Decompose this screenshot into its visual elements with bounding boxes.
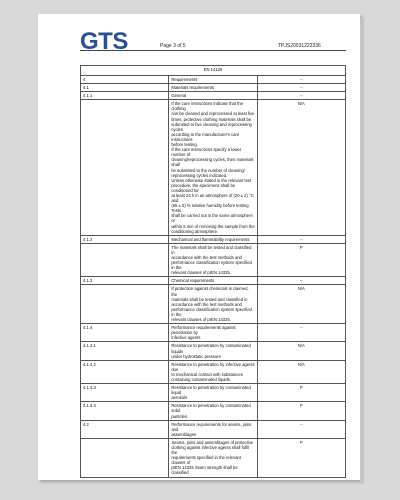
- requirement-cell: Materials requirements: [169, 84, 257, 92]
- verdict-cell: P: [257, 384, 345, 402]
- requirement-cell: General: [169, 92, 257, 100]
- verdict-cell: --: [257, 76, 345, 84]
- table-row: [81, 76, 346, 84]
- clause-cell: 4.2: [81, 420, 169, 438]
- verdict-cell: N/A: [257, 100, 345, 235]
- clause-cell: 4: [81, 76, 169, 84]
- gts-logo: GTS: [80, 28, 128, 55]
- table-row: [81, 100, 346, 235]
- verdict-cell: P: [257, 402, 345, 420]
- table-row: [81, 84, 346, 92]
- table-row: [81, 92, 346, 100]
- standard-title: EN 14126: [81, 66, 346, 76]
- requirement-cell: Resistance to penetration by contaminated liquids under hydrostatic pressure: [169, 342, 257, 360]
- clause-cell: 4.1.4.1: [81, 342, 169, 360]
- requirement-cell: Performance requirements against penetration by infective agents: [169, 324, 257, 342]
- clause-cell: 4.1.4.2: [81, 360, 169, 383]
- page-shadow: [360, 18, 364, 484]
- verdict-cell: P: [257, 438, 345, 477]
- table-row: [81, 324, 346, 342]
- clause-cell: 4.1.4.4: [81, 402, 169, 420]
- requirement-cell: Requirements: [169, 76, 257, 84]
- table-row: [81, 384, 346, 402]
- requirement-cell: Performance requirements for seams, joins and assemblages: [169, 420, 257, 438]
- verdict-cell: --: [257, 420, 345, 438]
- requirement-cell: Resistance to penetration by infective agents due to mechanical contact with substances containing contaminated liquids.: [169, 360, 257, 383]
- requirements-table: [80, 65, 346, 478]
- verdict-cell: N/A: [257, 342, 345, 360]
- requirement-cell: If the care instructions indicate that the clothing can be cleaned and reprocessed at least five times, protective clothing materials shall be submitted to five cleaning and reprocessing cycles according to the manufacturer's care instructions before testing. If the care instructions specify a lower number of cleaning/reprocessing cycles, then materials shall be submitted to the number of cleaning/ reprocessing cycles indicated. Unless otherwise stated in the relevant test procedure, the specimens shall be conditioned for at least 24 h in an atmosphere of (20 ± 2) °C and (65 ± 5) % relative humidity before testing. Tests shall be carried out in the same atmosphere or within 5 min of removing the sample from the conditioning atmosphere.: [169, 100, 257, 235]
- clause-cell: [81, 100, 169, 235]
- requirement-cell: The materials shall be tested and classified in accordance with the test methods and performance classification system specified in the relevant clauses of prEN 14325.: [169, 243, 257, 277]
- clause-cell: 4.1.4: [81, 324, 169, 342]
- clause-cell: [81, 285, 169, 324]
- document-page: [38, 14, 360, 480]
- table-row: [81, 360, 346, 383]
- requirement-cell: Resistance to penetration by contaminated solid particles.: [169, 402, 257, 420]
- header-divider: [80, 50, 346, 51]
- clause-cell: 4.1: [81, 84, 169, 92]
- requirement-cell: Seams, joins and assemblages of protective clothing against infective agents shall fulfil the requirements specified in the relevant clauses of prEN 14325 Seam strength shall be classified: [169, 438, 257, 477]
- clause-cell: 4.1.1: [81, 92, 169, 100]
- clause-cell: 4.1.2: [81, 235, 169, 243]
- verdict-cell: --: [257, 235, 345, 243]
- requirement-cell: Resistance to penetration by contaminated liquid aerosols: [169, 384, 257, 402]
- table-row: [81, 342, 346, 360]
- verdict-cell: --: [257, 92, 345, 100]
- requirement-cell: Chemical requirements: [169, 277, 257, 285]
- verdict-cell: P: [257, 243, 345, 277]
- verdict-cell: N/A: [257, 360, 345, 383]
- verdict-cell: --: [257, 324, 345, 342]
- verdict-cell: --: [257, 84, 345, 92]
- clause-cell: 4.1.3: [81, 277, 169, 285]
- clause-cell: [81, 243, 169, 277]
- clause-cell: 4.1.4.3: [81, 384, 169, 402]
- requirement-cell: If protection against chemicals is claimed, the materials shall be tested and classified in accordance with the test methods and performance classification system specified in the relevant clauses of prEN 14325.: [169, 285, 257, 324]
- verdict-cell: --: [257, 277, 345, 285]
- table-row: [81, 285, 346, 324]
- table-row: [81, 277, 346, 285]
- report-number: TPJS20031222336: [278, 43, 321, 49]
- table-row: [81, 438, 346, 477]
- page-number: Page 3 of 5: [160, 43, 186, 49]
- clause-cell: [81, 438, 169, 477]
- table-row: [81, 235, 346, 243]
- table-row: [81, 402, 346, 420]
- standard-row: [81, 66, 346, 76]
- requirement-cell: Mechanical and flammability requirements: [169, 235, 257, 243]
- page-header: [38, 14, 360, 54]
- verdict-cell: N/A: [257, 285, 345, 324]
- table-row: [81, 243, 346, 277]
- table-row: [81, 420, 346, 438]
